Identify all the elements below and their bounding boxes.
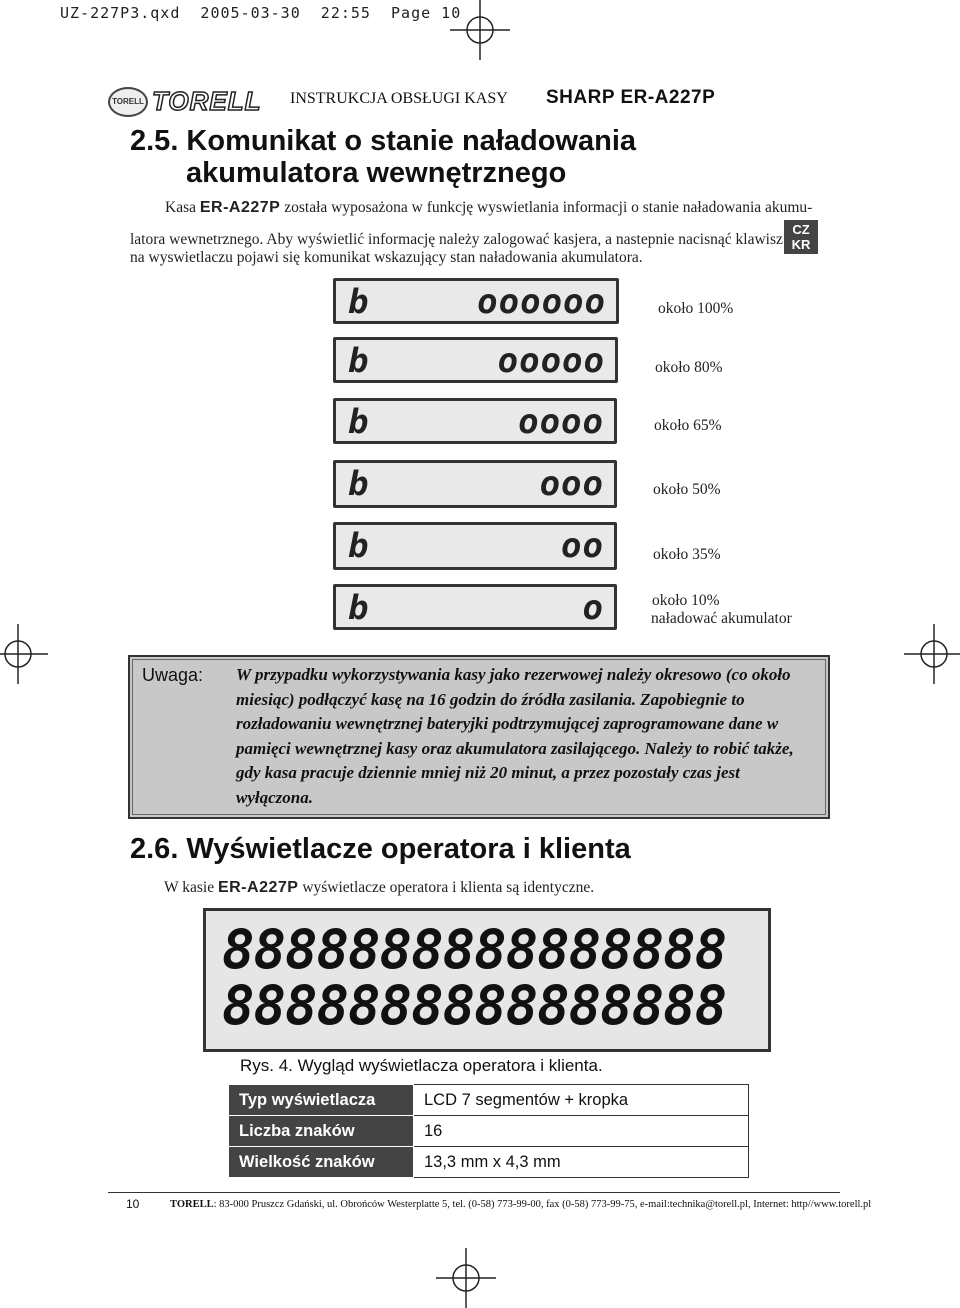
torell-logo-badge: TORELL [108, 87, 148, 117]
footer-divider [108, 1192, 840, 1193]
lcd-battery-10: b o [333, 584, 617, 630]
section-heading-2-6: 2.6. Wyświetlacze operatora i klienta [130, 833, 631, 865]
note-text: W przypadku wykorzystywania kasy jako rezerwowej należy okresowo (co około miesiąc) podłączyć kasę na 16 godzin do źródła zasilania. Zapobiegnie to rozładowaniu wewnętrznej bateryjki podtrzymującej zaprogramowane dane w pamięci wewnętrznej kasy oraz akumulatora zasilającego. Należy to robić także, gdy kasa pracuje dziennie mniej niż 20 minut, a przez pozostały czas jest wyłączona. [236, 665, 794, 807]
torell-logo [108, 86, 262, 117]
figure-caption: Rys. 4. Wygląd wyświetlacza operatora i klienta. [240, 1056, 603, 1075]
battery-level-label: około 80% [655, 359, 723, 376]
table-row: Liczba znaków 16 [229, 1116, 749, 1147]
torell-logo-text: TORELL [152, 86, 262, 116]
section-2-6-paragraph: W kasie ER-A227P wyświetlacze operatora i klienta są identyczne. [164, 879, 595, 896]
battery-level-sublabel: naładować akumulator [651, 610, 792, 627]
file-slug: UZ-227P3.qxd 2005-03-30 22:55 Page 10 [60, 4, 462, 22]
lcd-battery-50: b ooo [333, 460, 617, 508]
note-box [128, 655, 830, 819]
battery-level-label: około 35% [653, 546, 721, 563]
crop-mark-right [904, 624, 960, 684]
operator-customer-display [203, 908, 771, 1052]
battery-level-label: około 65% [654, 417, 722, 434]
header-title: INSTRUKCJA OBSŁUGI KASY [290, 90, 508, 107]
crop-mark-top [450, 0, 510, 60]
paragraph-line-3: na wyswietlaczu pojawi się komunikat wskazujący stan naładowania akumulatora. [130, 249, 643, 266]
paragraph-line-1: Kasa ER-A227P została wyposażona w funkcję wyswietlania informacji o stanie naładowania akumu- [165, 199, 813, 216]
page-number: 10 [126, 1197, 140, 1211]
display-row-1: 8888888888888888 [222, 918, 727, 981]
footer-contact: TORELL: 83-000 Pruszcz Gdański, ul. Obrońców Westerplatte 5, tel. (0-58) 773-99-00, fax (0-58) 773-99-75, e-mail:technika@torell.pl, Internet: http//www.torell.pl [170, 1199, 872, 1210]
section-heading-2-5-line1: 2.5. Komunikat o stanie naładowania [130, 125, 637, 157]
paragraph-line-2: latora wewnetrznego. Aby wyświetlić informację należy zalogować kasjera, a nastepnie nacisnąć klawisz [130, 231, 783, 248]
spec-table [228, 1084, 749, 1178]
lcd-battery-80: b ooooo [333, 337, 618, 383]
section-heading-2-5-line2: akumulatora wewnętrznego [186, 157, 567, 189]
model-name: ER-A227P [199, 199, 281, 216]
lcd-battery-65: b oooo [333, 398, 617, 444]
display-row-2: 8888888888888888 [222, 974, 727, 1037]
battery-level-label: około 10% [652, 592, 720, 609]
lcd-battery-100: b oooooo [333, 278, 619, 324]
table-row: Typ wyświetlacza LCD 7 segmentów + kropka [229, 1085, 749, 1116]
lcd-battery-35: b oo [333, 522, 617, 570]
battery-level-label: około 100% [658, 300, 734, 317]
crop-mark-left [0, 624, 48, 684]
language-badge: CZ KR [784, 220, 818, 254]
crop-mark-bottom [436, 1248, 496, 1308]
header-model: SHARP ER-A227P [546, 87, 716, 108]
table-row: Wielkość znaków 13,3 mm x 4,3 mm [229, 1147, 749, 1178]
model-name: ER-A227P [217, 879, 299, 896]
note-label: Uwaga: [142, 665, 204, 685]
battery-level-label: około 50% [653, 481, 721, 498]
